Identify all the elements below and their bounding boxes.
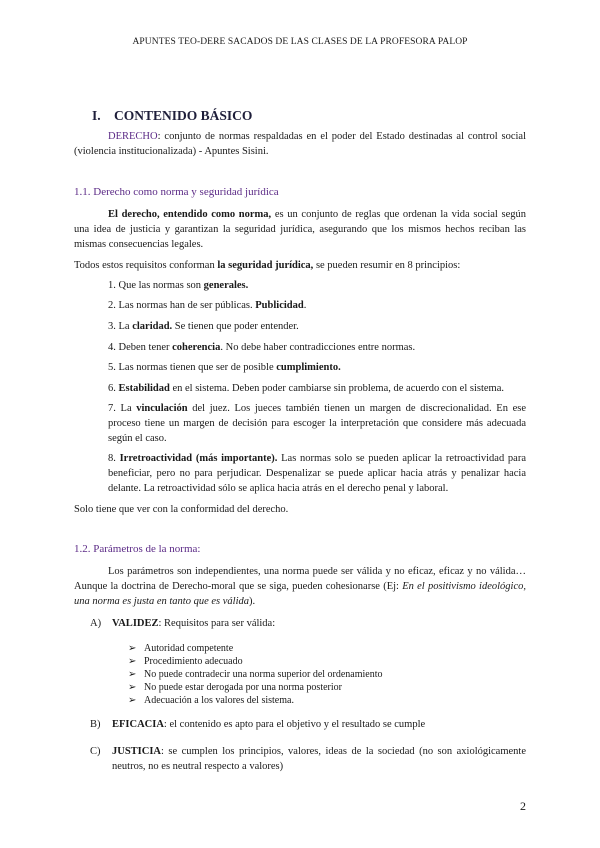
item-bold: Publicidad [255,300,304,311]
item-text: : el contenido es apto para el objetivo y el resultado se cumple [163,719,426,730]
item-text: 4. Deben tener [108,342,173,353]
item-label: B) [90,719,101,730]
item-text: 5. Las normas tienen que ser de posible [108,362,277,373]
req-a: Todos estos requisitos conforman [74,260,218,271]
arrow-bullet-icon: ➢ [128,656,137,667]
heading-contenido-basico [92,108,252,124]
principle-item [108,360,526,375]
bullet-item [128,681,342,694]
item-bold: coherencia [172,342,221,353]
section-1-2-title: 1.2. Parámetros de la norma: [74,543,201,555]
derecho-term: DERECHO [108,131,158,142]
item-bold: JUSTICIA [112,746,162,757]
item-text: 1. Que las normas son [108,280,204,291]
arrow-bullet-icon: ➢ [128,669,137,680]
item-text: 2. Las normas han de ser públicas. [108,300,256,311]
bullet-item [128,694,294,707]
item-bold: Irretroactividad (más importante). [119,453,278,464]
principle-item [108,340,526,355]
bullet-text: Adecuación a los valores del sistema. [144,695,294,706]
item-bold: EFICACIA [112,719,164,730]
principle-item [108,319,526,334]
derecho-text: : conjunto de normas respaldadas en el poder del Estado destinadas al control social (violencia institucionalizada) - Apuntes Sisini. [74,131,526,157]
justicia-item [90,744,526,774]
item-bold: claridad. [132,321,173,332]
bullet-text: Autoridad competente [144,643,234,654]
bullet-text: No puede contradecir una norma superior del ordenamiento [144,669,383,680]
principle-item [108,451,526,496]
item-text: . [303,300,307,311]
intro-text: es un conjunto de reglas que ordenan la vida social según una idea de justicia y garantizan la seguridad jurídica, asegurando que los mismos hechos reciban las mismas consecuencias legales. [74,209,526,250]
item-text: 8. [108,453,120,464]
item-bold: vinculación [136,403,188,414]
item-text: 3. La [108,321,133,332]
item-text: . No debe haber contradicciones entre normas. [220,342,416,353]
item-text: : se cumplen los principios, valores, ideas de la sociedad (no son axiológicamente neutros, no es neutral respecto a valores) [112,746,526,772]
bullet-item [128,655,243,668]
section-1-2-intro [74,564,526,609]
intro-italic: En el positivismo ideológico, una norma es justa en tanto que es válida [74,581,527,607]
bullet-item [128,642,233,655]
arrow-bullet-icon: ➢ [128,643,137,654]
principle-item [108,298,526,313]
item-text: del juez. Los jueces también tienen un margen de discrecionalidad. En ese proceso tiene un margen de decisión para escoger la interpretación que considere más adecuada según el caso. [108,403,526,444]
heading-title: CONTENIDO BÁSICO [114,108,253,123]
principle-item [108,401,526,446]
bullet-item [128,668,383,681]
item-text: Se tienen que poder entender. [172,321,299,332]
item-label: C) [90,746,101,757]
intro-bold: El derecho, entendido como norma, [108,209,272,220]
eficacia-item [90,717,425,732]
intro-text: Los parámetros son independientes, una norma puede ser válida y no eficaz, eficaz y no válida… Aunque la doctrina de Derecho-moral que se siga, pueden cohesionarse (Ej: [74,566,526,592]
closing-line: Solo tiene que ver con la conformidad del derecho. [74,504,289,515]
req-b: la seguridad jurídica, [217,260,314,271]
intro-end: ). [248,596,256,607]
item-text: : Requisitos para ser válida: [158,618,276,629]
item-bold: Estabilidad [118,383,170,394]
section-1-1-intro [74,207,526,252]
item-text: en el sistema. Deben poder cambiarse sin problema, de acuerdo con el sistema. [169,383,504,394]
requirements-line [74,258,526,273]
heading-number: I. [92,108,101,123]
item-bold: cumplimiento. [276,362,341,373]
item-text: Las normas solo se pueden aplicar la retroactividad para beneficiar, pero no para perjudicar. Despenalizar se puede aplicar hacia atrás y penalizar hacia delante. La retroactividad sólo se aplica hacia atrás en el derecho penal y laboral. [108,453,527,494]
arrow-bullet-icon: ➢ [128,682,137,693]
page-header: APUNTES TEO-DERE SACADOS DE LAS CLASES DE LA PROFESORA PALOP [132,37,468,47]
page-number: 2 [520,799,526,813]
principle-item [108,381,526,396]
item-text: 7. La [108,403,137,414]
section-1-1-title: 1.1. Derecho como norma y seguridad jurídica [74,186,279,198]
validez-item [90,616,275,631]
item-label: A) [90,618,102,629]
req-c: se pueden resumir en 8 principios: [313,260,461,271]
arrow-bullet-icon: ➢ [128,695,137,706]
bullet-text: Procedimiento adecuado [144,656,243,667]
derecho-definition [74,129,526,159]
item-text: 6. [108,383,119,394]
bullet-text: No puede estar derogada por una norma posterior [144,682,342,693]
item-bold: VALIDEZ [112,618,159,629]
principle-item [108,278,526,293]
item-bold: generales. [203,280,249,291]
